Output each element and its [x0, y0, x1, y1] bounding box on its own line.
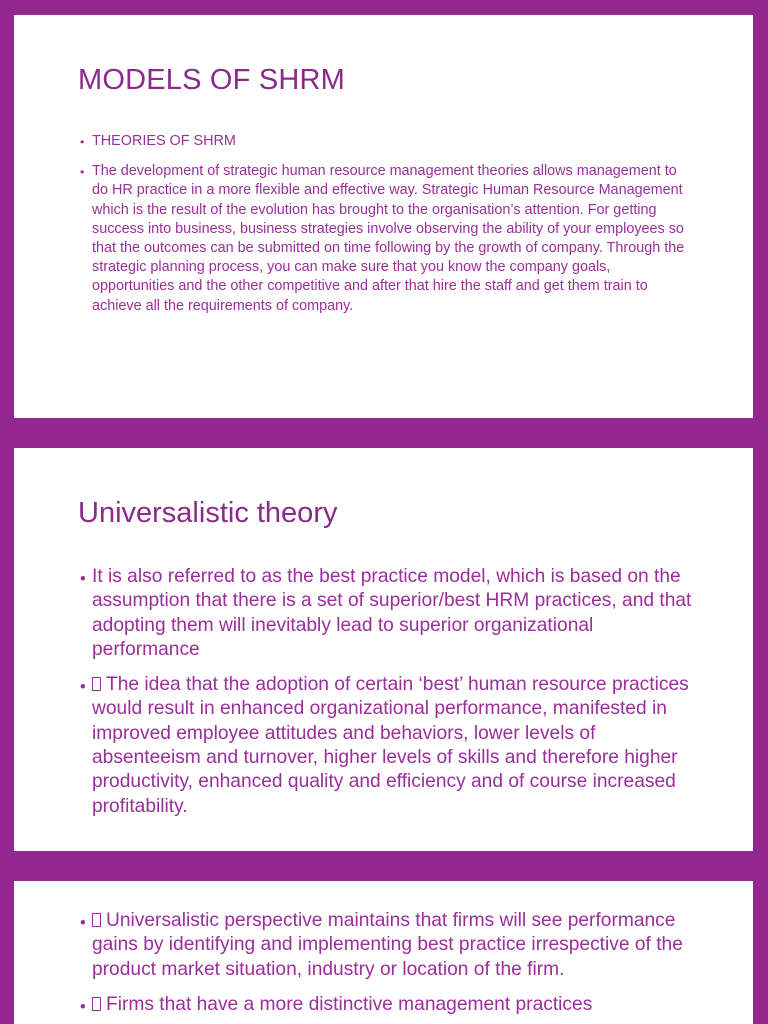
list-item — [80, 909, 695, 982]
bullet-text: The idea that the adoption of certain ‘best’ human resource practices would result in enhanced organizational performance, manifested in improved employee attitudes and behaviors, lower levels of absenteeism and turnover, higher levels of skills and therefore higher productivity, enhanced quality and efficiency and of course increased profitability. — [92, 674, 689, 817]
slide-1 — [14, 15, 753, 418]
bullet-list — [80, 132, 690, 327]
bullet-dot-icon: • — [80, 678, 86, 697]
slide-3 — [14, 881, 753, 1024]
bullet-list — [80, 565, 695, 830]
list-item — [80, 132, 690, 151]
slide-2 — [14, 448, 753, 851]
bullet-text: Universalistic perspective maintains that firms will see performance gains by identifying and implementing best practice irrespective of the product market situation, industry or location of the firm. — [92, 910, 683, 980]
list-item — [80, 993, 695, 1017]
list-item — [80, 565, 695, 662]
bullet-dot-icon: • — [80, 914, 86, 932]
bullet-text: The development of strategic human resource management theories allows management to do HR practice in a more flexible and effective way. Strategic Human Resource Management which is the result of the evolution has brought to the organisation’s attention. For getting success into business, business strategies involve observing the ability of your employees so that the outcomes can be submitted on time following by the growth of company. Through the strategic planning process, you can make sure that you know the company goals, opportunities and the other competitive and after that hire the staff and get them train to achieve all the requirements of company. — [92, 163, 685, 314]
slide-title: MODELS OF SHRM — [78, 64, 346, 96]
list-item — [80, 673, 695, 819]
list-item — [80, 162, 690, 316]
bullet-dot-icon: • — [80, 135, 85, 149]
bullet-dot-icon: • — [80, 165, 85, 180]
bullet-dot-icon: • — [80, 997, 86, 1016]
missing-glyph-box-icon — [92, 913, 101, 927]
missing-glyph-box-icon — [92, 677, 101, 691]
bullet-text: It is also referred to as the best practice model, which is based on the assumption that there is a set of superior/best HRM practices, and that adopting them will inevitably lead to superior organizational performance — [92, 566, 692, 660]
bullet-text: Firms that have a more distinctive management practices — [106, 993, 593, 1015]
bullet-dot-icon: • — [80, 570, 86, 588]
missing-glyph-box-icon — [92, 997, 101, 1011]
bullet-text: THEORIES OF SHRM — [92, 133, 236, 149]
slide-title: Universalistic theory — [78, 497, 338, 529]
bullet-list — [80, 909, 695, 1024]
